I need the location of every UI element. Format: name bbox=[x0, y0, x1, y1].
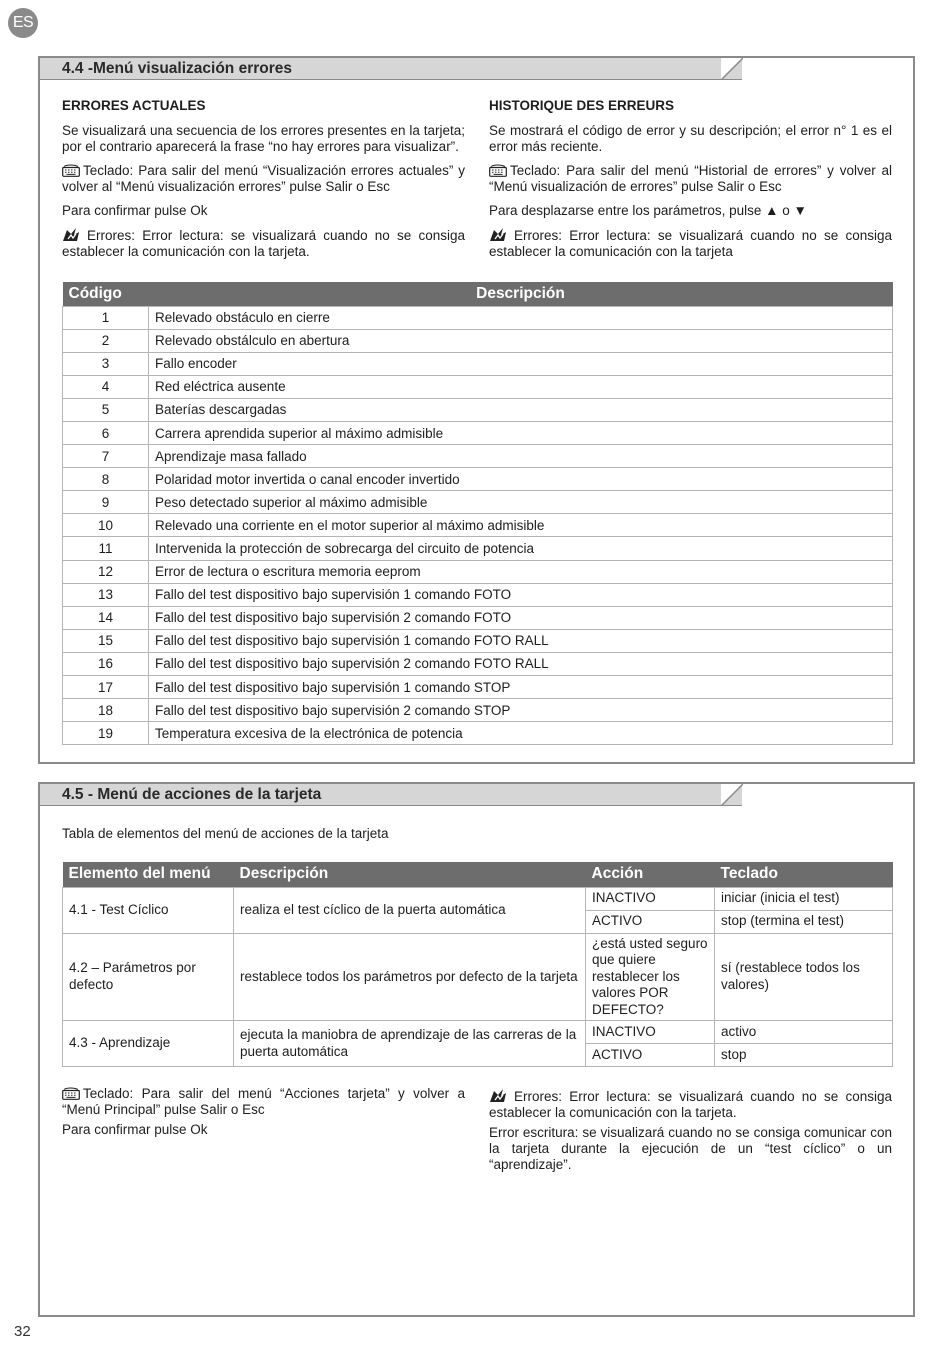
keyboard-cell: sí (restablece todos los valores) bbox=[715, 933, 893, 1021]
current-errors-heading: ERRORES ACTUALES bbox=[62, 98, 206, 113]
table-row bbox=[63, 421, 893, 444]
table-row bbox=[63, 583, 893, 606]
error-description-cell: Carrera aprendida superior al máximo admisible bbox=[149, 421, 893, 444]
section-title: 4.5 - Menú de acciones de la tarjeta bbox=[62, 786, 322, 803]
banner-corner bbox=[721, 58, 743, 80]
error-description-cell: Fallo encoder bbox=[149, 352, 893, 375]
error-code-cell: 19 bbox=[63, 722, 149, 745]
error-description-cell: Aprendizaje masa fallado bbox=[149, 445, 893, 468]
table-row bbox=[63, 699, 893, 722]
section-board-actions-menu bbox=[38, 782, 915, 1317]
error-codes-table bbox=[62, 282, 893, 745]
table-row bbox=[63, 329, 893, 352]
error-description-cell: Fallo del test dispositivo bajo supervisión 1 comando FOTO RALL bbox=[149, 629, 893, 652]
error-code-cell: 2 bbox=[63, 329, 149, 352]
table-row bbox=[63, 722, 893, 745]
error-note-text: Errores: Error lectura: se visualizará cuando no se consiga establecer la comunicación con la tarjeta bbox=[489, 228, 892, 259]
error-code-cell: 12 bbox=[63, 560, 149, 583]
action-cell: ACTIVO bbox=[586, 1044, 715, 1067]
error-note bbox=[62, 227, 465, 260]
error-code-cell: 11 bbox=[63, 537, 149, 560]
error-description-cell: Fallo del test dispositivo bajo supervisión 1 comando STOP bbox=[149, 676, 893, 699]
error-description-cell: Fallo del test dispositivo bajo supervisión 2 comando FOTO bbox=[149, 606, 893, 629]
error-description-cell: Baterías descargadas bbox=[149, 398, 893, 421]
error-code-cell: 15 bbox=[63, 629, 149, 652]
error-note bbox=[489, 1088, 892, 1121]
scroll-note: Para desplazarse entre los parámetros, pulse ▲ o ▼ bbox=[489, 203, 807, 218]
table-row bbox=[63, 629, 893, 652]
keyboard-cell: stop bbox=[715, 1044, 893, 1067]
current-errors-column bbox=[62, 98, 465, 268]
header-action: Acción bbox=[586, 862, 715, 887]
header-description: Descripción bbox=[234, 862, 586, 887]
error-description-cell: Relevado una corriente en el motor superior al máximo admisible bbox=[149, 514, 893, 537]
error-description-cell: Temperatura excesiva de la electrónica de potencia bbox=[149, 722, 893, 745]
error-note-text: Errores: Error lectura: se visualizará cuando no se consiga establecer la comunicación con la tarjeta. bbox=[489, 1089, 892, 1120]
table-row bbox=[63, 933, 893, 1021]
keyboard-note bbox=[62, 163, 465, 195]
actions-intro: Tabla de elementos del menú de acciones de la tarjeta bbox=[62, 826, 389, 841]
error-code-cell: 8 bbox=[63, 468, 149, 491]
section-error-display-menu bbox=[38, 56, 915, 764]
keyboard-icon bbox=[62, 1087, 80, 1100]
header-description: Descripción bbox=[149, 282, 893, 306]
action-cell: ACTIVO bbox=[586, 910, 715, 933]
table-row bbox=[63, 652, 893, 675]
banner-corner bbox=[721, 784, 743, 806]
table-header-row bbox=[63, 862, 893, 887]
error-code-cell: 9 bbox=[63, 491, 149, 514]
confirm-note: Para confirmar pulse Ok bbox=[62, 203, 208, 218]
menu-item-cell: 4.1 - Test Cíclico bbox=[63, 887, 234, 933]
error-code-cell: 1 bbox=[63, 306, 149, 329]
error-code-cell: 7 bbox=[63, 445, 149, 468]
error-description-cell: Error de lectura o escritura memoria eeprom bbox=[149, 560, 893, 583]
table-row bbox=[63, 606, 893, 629]
keyboard-icon bbox=[62, 164, 80, 177]
action-cell: INACTIVO bbox=[586, 887, 715, 910]
keyboard-note-text: Teclado: Para salir del menú “Acciones tarjeta” y volver a “Menú Principal” pulse Salir o Esc bbox=[62, 1086, 465, 1117]
table-row bbox=[63, 560, 893, 583]
error-description-cell: Relevado obstáculo en cierre bbox=[149, 306, 893, 329]
header-code: Código bbox=[63, 282, 149, 306]
error-note bbox=[489, 227, 892, 260]
error-code-cell: 5 bbox=[63, 398, 149, 421]
keyboard-note-text: Teclado: Para salir del menú “Visualización errores actuales” y volver al “Menú visualización errores” pulse Salir o Esc bbox=[62, 163, 465, 194]
table-row bbox=[63, 306, 893, 329]
error-history-column bbox=[489, 98, 892, 268]
error-code-cell: 6 bbox=[63, 421, 149, 444]
table-row bbox=[63, 491, 893, 514]
section-banner bbox=[40, 58, 742, 80]
table-row bbox=[63, 352, 893, 375]
table-row bbox=[63, 468, 893, 491]
error-flash-icon bbox=[489, 1088, 511, 1103]
table-header-row bbox=[63, 282, 893, 306]
table-row bbox=[63, 375, 893, 398]
keyboard-cell: stop (termina el test) bbox=[715, 910, 893, 933]
error-description-cell: Polaridad motor invertida o canal encoder invertido bbox=[149, 468, 893, 491]
table-row bbox=[63, 514, 893, 537]
header-menu-item: Elemento del menú bbox=[63, 862, 234, 887]
error-description-cell: Relevado obstálculo en abertura bbox=[149, 329, 893, 352]
error-description-cell: Intervenida la protección de sobrecarga del circuito de potencia bbox=[149, 537, 893, 560]
keyboard-note bbox=[62, 1086, 465, 1118]
keyboard-cell: iniciar (inicia el test) bbox=[715, 887, 893, 910]
error-code-cell: 10 bbox=[63, 514, 149, 537]
error-flash-icon bbox=[62, 227, 84, 242]
error-description-cell: Red eléctrica ausente bbox=[149, 375, 893, 398]
language-badge bbox=[8, 8, 38, 38]
error-history-heading: HISTORIQUE DES ERREURS bbox=[489, 98, 675, 113]
description-cell: ejecuta la maniobra de aprendizaje de las carreras de la puerta automática bbox=[234, 1021, 586, 1067]
error-code-cell: 3 bbox=[63, 352, 149, 375]
error-code-cell: 18 bbox=[63, 699, 149, 722]
error-code-cell: 16 bbox=[63, 652, 149, 675]
action-cell: INACTIVO bbox=[586, 1021, 715, 1044]
error-code-cell: 14 bbox=[63, 606, 149, 629]
description-cell: restablece todos los parámetros por defecto de la tarjeta bbox=[234, 933, 586, 1021]
language-label: ES bbox=[12, 14, 34, 31]
action-cell: ¿está usted seguro que quiere restablecer los valores POR DEFECTO? bbox=[586, 933, 715, 1021]
error-history-text: Se mostrará el código de error y su descripción; el error n° 1 es el error más reciente. bbox=[489, 123, 892, 154]
error-code-cell: 4 bbox=[63, 375, 149, 398]
table-row bbox=[63, 887, 893, 910]
error-description-cell: Fallo del test dispositivo bajo supervisión 1 comando FOTO bbox=[149, 583, 893, 606]
error-description-cell: Fallo del test dispositivo bajo supervisión 2 comando STOP bbox=[149, 699, 893, 722]
actions-keyboard-column bbox=[62, 1086, 465, 1146]
table-row bbox=[63, 445, 893, 468]
error-flash-icon bbox=[489, 227, 511, 242]
error-description-cell: Peso detectado superior al máximo admisible bbox=[149, 491, 893, 514]
table-row bbox=[63, 398, 893, 421]
description-cell: realiza el test cíclico de la puerta automática bbox=[234, 887, 586, 933]
keyboard-note bbox=[489, 163, 892, 195]
error-code-cell: 17 bbox=[63, 676, 149, 699]
section-banner bbox=[40, 784, 742, 806]
write-error-note: Error escritura: se visualizará cuando no se consiga comunicar con la tarjeta durante la ejecución de un “test cíclico” o un “aprendizaje”. bbox=[489, 1125, 892, 1172]
keyboard-icon bbox=[489, 164, 507, 177]
menu-item-cell: 4.2 – Parámetros por defecto bbox=[63, 933, 234, 1021]
error-description-cell: Fallo del test dispositivo bajo supervisión 2 comando FOTO RALL bbox=[149, 652, 893, 675]
header-keyboard: Teclado bbox=[715, 862, 893, 887]
table-row bbox=[63, 537, 893, 560]
section-title: 4.4 -Menú visualización errores bbox=[62, 60, 293, 77]
current-errors-text: Se visualizará una secuencia de los errores presentes en la tarjeta; por el contrario aparecerá la frase “no hay errores para visualizar”. bbox=[62, 123, 465, 154]
menu-item-cell: 4.3 - Aprendizaje bbox=[63, 1021, 234, 1067]
keyboard-note-text: Teclado: Para salir del menú “Historial de errores” y volver al “Menú visualización de errores” pulse Salir o Esc bbox=[489, 163, 892, 194]
error-note-text: Errores: Error lectura: se visualizará cuando no se consiga establecer la comunicación con la tarjeta. bbox=[62, 228, 465, 259]
keyboard-cell: activo bbox=[715, 1021, 893, 1044]
error-code-cell: 13 bbox=[63, 583, 149, 606]
table-row bbox=[63, 676, 893, 699]
page-number: 32 bbox=[14, 1323, 31, 1340]
board-actions-table bbox=[62, 862, 893, 1067]
actions-errors-column bbox=[489, 1088, 892, 1181]
confirm-note: Para confirmar pulse Ok bbox=[62, 1122, 208, 1137]
table-row bbox=[63, 1021, 893, 1044]
